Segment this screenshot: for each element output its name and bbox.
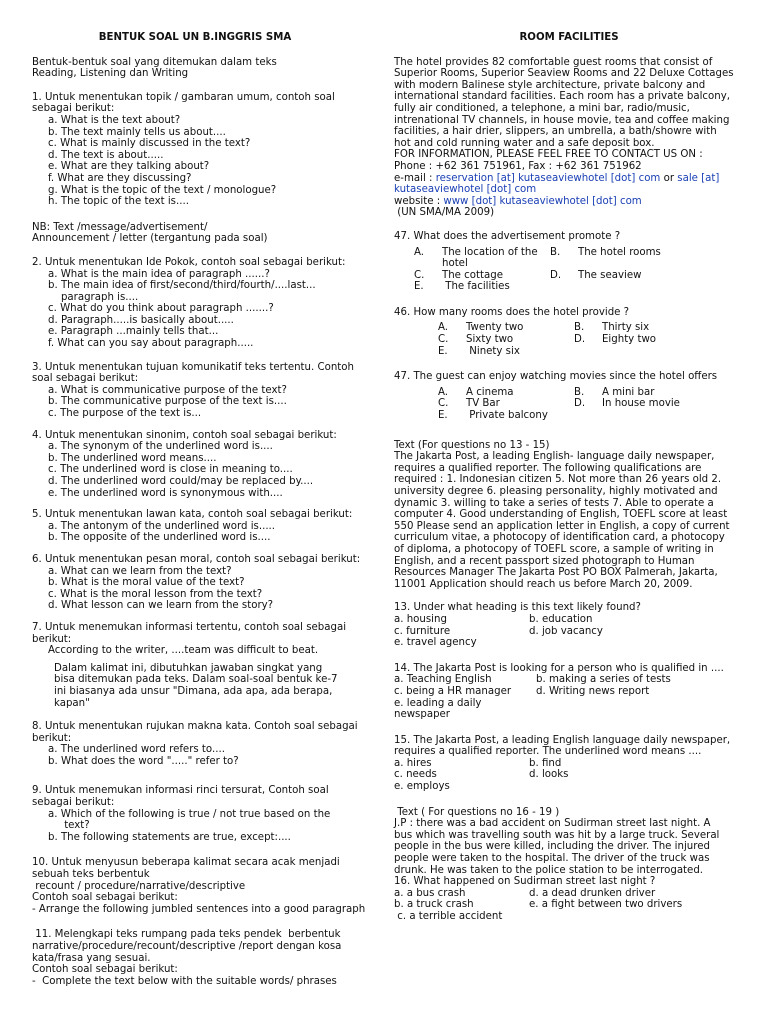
list-item: paragraph is.... xyxy=(48,291,139,303)
list-item: b. The following statements are true, except:.... xyxy=(48,831,291,843)
intro-line: Bentuk-bentuk soal yang ditemukan dalam teks xyxy=(32,56,277,68)
option-text: e. employs xyxy=(394,781,450,793)
list-item: a. The antonym of the underlined word is..... xyxy=(48,520,276,532)
option-text: Ninety six xyxy=(466,345,520,357)
explanation-line: bisa ditemukan pada teks. Dalam soal-soal bentuk ke-7 xyxy=(54,674,338,686)
source-note: (UN SMA/MA 2009) xyxy=(394,207,495,219)
section-line: Contoh soal sebagai berikut: xyxy=(32,964,178,976)
option-letter: D. xyxy=(574,398,586,410)
list-item: b. What is the moral value of the text? xyxy=(48,577,245,589)
section-6 xyxy=(32,554,378,612)
option-text: b. making a series of tests xyxy=(536,674,671,686)
section-heading: berikut: xyxy=(32,633,72,645)
option-text: a. housing xyxy=(394,613,447,625)
section-line: kata/frasa yang sesuai. xyxy=(32,952,151,964)
option-text: a. hires xyxy=(394,757,432,769)
option-text: The hotel rooms xyxy=(578,246,661,258)
text-line: Superior Rooms, Superior Seaview Rooms and 22 Deluxe Cottages xyxy=(394,68,734,80)
list-item: a. The underlined word refers to.... xyxy=(48,744,225,756)
text-line: of diploma, a photocopy of TOEFL score, a sample of writing in xyxy=(394,543,714,555)
option-letter: B. xyxy=(574,386,585,398)
option-text: b. a truck crash xyxy=(394,899,474,911)
email-link-sale-continued[interactable]: kutaseaviewhotel [dot] com xyxy=(394,184,537,196)
question-15 xyxy=(394,735,744,793)
list-item: c. What is the moral lesson from the text? xyxy=(48,588,263,600)
question-text: 15. The Jakarta Post, a leading English language daily newspaper, xyxy=(394,734,731,746)
intro xyxy=(32,57,378,80)
text-line: 550 Please send an application letter in English, a copy of current xyxy=(394,520,730,532)
text-line: curriculum vitae, a photocopy of identification card, a photocopy xyxy=(394,532,725,544)
section-heading: berikut: xyxy=(32,732,72,744)
section-8 xyxy=(32,721,378,767)
list-item: b. The main idea of first/second/third/fourth/....last... xyxy=(48,280,316,292)
list-item: e. Paragraph ...mainly tells that... xyxy=(48,326,219,338)
list-item: c. The underlined word is close in meaning to.... xyxy=(48,464,293,476)
answer-options xyxy=(394,247,744,293)
jakarta-post-text xyxy=(394,440,744,591)
text-line: people were taken to the hospital. The driver of the truck was xyxy=(394,853,710,865)
option-letter: E. xyxy=(438,345,448,357)
section-heading: 2. Untuk menentukan Ide Pokok, contoh soal sebagai berikut: xyxy=(32,256,346,268)
option-text: a. a bus crash xyxy=(394,887,466,899)
list-item: text? xyxy=(48,820,90,832)
option-text: The facilities xyxy=(442,281,510,293)
list-item: c. What is mainly discussed in the text? xyxy=(48,138,251,150)
text-line: 11001 Application should reach us before March 20, 2009. xyxy=(394,578,693,590)
list-item: a. What is the text about? xyxy=(48,114,181,126)
text-line: Phone : +62 361 751961, Fax : +62 361 751962 xyxy=(394,160,642,172)
nb-line: Announcement / letter (tergantung pada soal) xyxy=(32,233,268,245)
list-item: b. The text mainly tells us about.... xyxy=(48,126,226,138)
answer-options xyxy=(394,758,744,793)
list-item: g. What is the topic of the text / monologue? xyxy=(48,184,277,196)
section-11 xyxy=(32,929,378,987)
website-link[interactable]: www [dot] kutaseaviewhotel [dot] com xyxy=(443,195,642,207)
section-4 xyxy=(32,430,378,500)
explanation-line: ini biasanya ada unsur "Dimana, ada apa, ada berapa, xyxy=(54,685,333,697)
option-text: b. find xyxy=(529,757,562,769)
text-line: The Jakarta Post, a leading English- language daily newspaper, xyxy=(394,451,715,463)
option-text: d. looks xyxy=(529,769,569,781)
answer-options xyxy=(394,322,744,357)
option-letter: D. xyxy=(550,269,562,281)
option-text: Private balcony xyxy=(466,410,548,422)
option-letter: B. xyxy=(550,246,561,258)
section-heading: 6. Untuk menentukan pesan moral, contoh soal sebagai berikut: xyxy=(32,553,361,565)
question-text: 46. How many rooms does the hotel provide ? xyxy=(394,306,630,318)
option-text: e. leading a daily newspaper xyxy=(394,697,482,721)
section-line: recount / procedure/narrative/descriptive xyxy=(32,880,246,892)
section-line: 11. Melengkapi teks rumpang pada teks pendek berbentuk xyxy=(32,929,341,941)
text-line: Resources Manager The Jakarta Post PO BOX Palmerah, Jakarta, xyxy=(394,567,718,579)
list-item: d. What lesson can we learn from the story? xyxy=(48,600,274,612)
section-9 xyxy=(32,785,378,843)
text-line: drunk. He was taken to the police station to be interrogated. xyxy=(394,864,704,876)
option-text: TV Bar xyxy=(466,398,500,410)
option-letter: D. xyxy=(574,334,586,346)
option-letter: A. xyxy=(414,246,425,258)
email-link-sale[interactable]: sale [at] xyxy=(677,172,720,184)
list-item: d. The text is about..... xyxy=(48,149,164,161)
question-text: requires a qualified reporter. The underlined word means .... xyxy=(394,746,702,758)
question-46 xyxy=(394,307,744,357)
question-16 xyxy=(394,876,744,922)
nb-line: NB: Text /message/advertisement/ xyxy=(32,221,208,233)
list-item: e. The underlined word is synonymous with.... xyxy=(48,487,283,499)
intro-line: Reading, Listening dan Writing xyxy=(32,68,189,80)
option-text: c. being a HR manager xyxy=(394,685,512,697)
section-line: Contoh soal sebagai berikut: xyxy=(32,892,178,904)
example-sentence: According to the writer, ....team was difficult to beat. xyxy=(48,645,319,657)
section-2 xyxy=(32,257,378,350)
option-letter: B. xyxy=(574,322,585,334)
email-or: or xyxy=(660,172,678,184)
section-line: - Complete the text below with the suitable words/ phrases xyxy=(32,975,337,987)
option-letter: C. xyxy=(438,398,449,410)
option-letter: E. xyxy=(438,410,448,422)
option-text: The cottage xyxy=(442,269,503,281)
question-text: 14. The Jakarta Post is looking for a person who is qualified in .... xyxy=(394,662,724,674)
section-heading: 8. Untuk menentukan rujukan makna kata. Contoh soal sebagai xyxy=(32,721,358,733)
text-line: people in the bus were killed, including the driver. The injured xyxy=(394,841,710,853)
text-line: FOR INFORMATION, PLEASE FEEL FREE TO CONTACT US ON : xyxy=(394,149,703,161)
option-text: In house movie xyxy=(602,398,680,410)
answer-options xyxy=(394,614,744,649)
text-line: J.P : there was a bad accident on Sudirman street last night. A xyxy=(394,818,711,830)
text-line: Text ( For questions no 16 - 19 ) xyxy=(394,806,560,818)
option-text: c. needs xyxy=(394,769,437,781)
section-heading: 3. Untuk menentukan tujuan komunikatif teks tertentu. Contoh xyxy=(32,361,354,373)
website-line xyxy=(394,196,744,208)
option-text: b. education xyxy=(529,613,593,625)
explanation-line: kapan" xyxy=(54,697,90,709)
option-text: Twenty two xyxy=(466,322,524,334)
text-line: fully air conditioned, a telephone, a mini bar, radio/music, xyxy=(394,102,690,114)
section-heading: sebagai berikut: xyxy=(32,103,115,115)
left-column-title: BENTUK SOAL UN B.INGGRIS SMA xyxy=(98,32,292,43)
option-text: A cinema xyxy=(466,386,514,398)
option-letter: C. xyxy=(414,269,425,281)
right-column xyxy=(394,32,744,923)
question-47b xyxy=(394,371,744,421)
option-text: d. a dead drunken driver xyxy=(529,887,656,899)
list-item: d. The underlined word could/may be replaced by.... xyxy=(48,476,314,487)
text-line: The hotel provides 82 comfortable guest rooms that consist of xyxy=(394,56,713,68)
question-14 xyxy=(394,663,744,721)
option-letter: A. xyxy=(438,386,449,398)
list-item: f. What can you say about paragraph..... xyxy=(48,338,254,350)
answer-options xyxy=(394,674,744,720)
section-heading: 1. Untuk menentukan topik / gambaran umum, contoh soal xyxy=(32,91,335,103)
left-column xyxy=(32,32,378,987)
option-text: e. travel agency xyxy=(394,637,477,649)
list-item: f. What are they discussing? xyxy=(48,172,192,184)
section-5 xyxy=(32,509,378,544)
option-text: Eighty two xyxy=(602,334,657,346)
text-line: international standard facilities. Each room has a private balcony, xyxy=(394,91,730,103)
list-item: a. What can we learn from the text? xyxy=(48,565,232,577)
option-text: Thirty six xyxy=(602,322,650,334)
section-line: - Arrange the following jumbled sentences into a good paragraph xyxy=(32,903,366,915)
text-line: bus which was travelling south was hit by a large truck. Several xyxy=(394,829,720,841)
section-heading: 5. Untuk menentukan lawan kata, contoh soal sebagai berikut: xyxy=(32,509,353,521)
option-text: a. Teaching English xyxy=(394,674,492,686)
option-text: d. Writing news report xyxy=(536,685,650,697)
list-item: h. The topic of the text is.... xyxy=(48,196,189,208)
list-item: a. Which of the following is true / not true based on the xyxy=(48,808,331,820)
option-text: The location of the hotel xyxy=(442,246,538,270)
right-column-title: ROOM FACILITIES xyxy=(519,32,619,43)
section-heading: 4. Untuk menentukan sinonim, contoh soal sebagai berikut: xyxy=(32,429,337,441)
section-3 xyxy=(32,362,378,420)
answer-options xyxy=(394,888,744,923)
text-line: dynamic 3. willing to take a series of tests 7. Able to operate a xyxy=(394,497,714,509)
section-line: narrative/procedure/recount/descriptive /report dengan kosa xyxy=(32,941,342,952)
accident-text xyxy=(394,807,744,877)
list-item: b. The communicative purpose of the text is.... xyxy=(48,396,287,408)
option-text: The seaview xyxy=(578,269,642,281)
explanation-line: Dalam kalimat ini, dibutuhkan jawaban singkat yang xyxy=(54,662,323,674)
nb-note xyxy=(32,222,378,245)
list-item: c. What do you think about paragraph .......? xyxy=(48,303,274,315)
option-text: c. furniture xyxy=(394,625,451,637)
text-line: university degree 6. pleasing personality, highly motivated and xyxy=(394,486,718,497)
question-13 xyxy=(394,602,744,648)
section-line: 10. Untuk menyusun beberapa kalimat secara acak menjadi xyxy=(32,857,340,869)
section-heading: soal sebagai berikut: xyxy=(32,373,139,385)
email-line xyxy=(394,173,744,185)
option-text: c. a terrible accident xyxy=(394,911,503,922)
list-item: d. Paragraph.....is basically about..... xyxy=(48,314,234,326)
hotel-text xyxy=(394,57,744,219)
list-item: a. What is communicative purpose of the text? xyxy=(48,384,287,396)
text-line: intrenational TV channels, in house movie, tea and coffee making xyxy=(394,114,730,126)
email-link-reservation[interactable]: reservation [at] kutaseaviewhotel [dot] com xyxy=(435,172,661,184)
section-7 xyxy=(32,622,378,709)
question-text: 47. The guest can enjoy watching movies since the hotel offers xyxy=(394,371,718,383)
answer-options xyxy=(394,387,744,422)
section-heading: 9. Untuk menemukan informasi rinci tersurat, Contoh soal xyxy=(32,785,329,797)
section-heading: 7. Untuk menemukan informasi tertentu, contoh soal sebagai xyxy=(32,621,347,633)
section-1 xyxy=(32,92,378,208)
text-line: facilities, a hair drier, slippers, an umbrella, a bath/showre with xyxy=(394,126,717,138)
list-item: c. The purpose of the text is... xyxy=(48,408,202,420)
question-47a xyxy=(394,231,744,293)
option-letter: C. xyxy=(438,334,449,346)
option-letter: A. xyxy=(438,322,449,334)
text-line: requires a qualified reporter. The following qualifications are xyxy=(394,462,702,474)
section-line: sebuah teks berbentuk xyxy=(32,869,150,881)
section-heading: sebagai berikut: xyxy=(32,797,115,809)
option-text: A mini bar xyxy=(602,386,655,398)
question-text: 47. What does the advertisement promote ? xyxy=(394,230,621,242)
text-line: hot and cold running water and a safe deposit box. xyxy=(394,137,655,149)
option-letter: E. xyxy=(414,281,424,293)
option-text: Sixty two xyxy=(466,334,514,346)
website-label: website : xyxy=(394,195,444,207)
text-line: Text (For questions no 13 - 15) xyxy=(394,439,550,451)
list-item: a. What is the main idea of paragraph ......? xyxy=(48,268,270,280)
email-label: e-mail : xyxy=(394,172,436,184)
text-line: English, and a recent passport sized photograph to Human xyxy=(394,555,695,567)
list-item: b. What does the word "....." refer to? xyxy=(48,755,239,767)
list-item: b. The underlined word means.... xyxy=(48,452,217,464)
option-text: e. a fight between two drivers xyxy=(529,899,683,911)
text-line: with modern Balinese style architecture, private balcony and xyxy=(394,79,706,91)
list-item: a. The synonym of the underlined word is.... xyxy=(48,441,273,453)
question-text: 13. Under what heading is this text likely found? xyxy=(394,602,641,614)
option-text: d. job vacancy xyxy=(529,625,603,637)
text-line: computer 4. Good understanding of English, TOEFL score at least xyxy=(394,509,728,521)
question-text: 16. What happened on Sudirman street last night ? xyxy=(394,876,656,888)
list-item: b. The opposite of the underlined word is.... xyxy=(48,532,271,544)
list-item: e. What are they talking about? xyxy=(48,161,210,173)
text-line: required : 1. Indonesian citizen 5. Not more than 26 years old 2. xyxy=(394,474,722,486)
section-10 xyxy=(32,857,378,915)
